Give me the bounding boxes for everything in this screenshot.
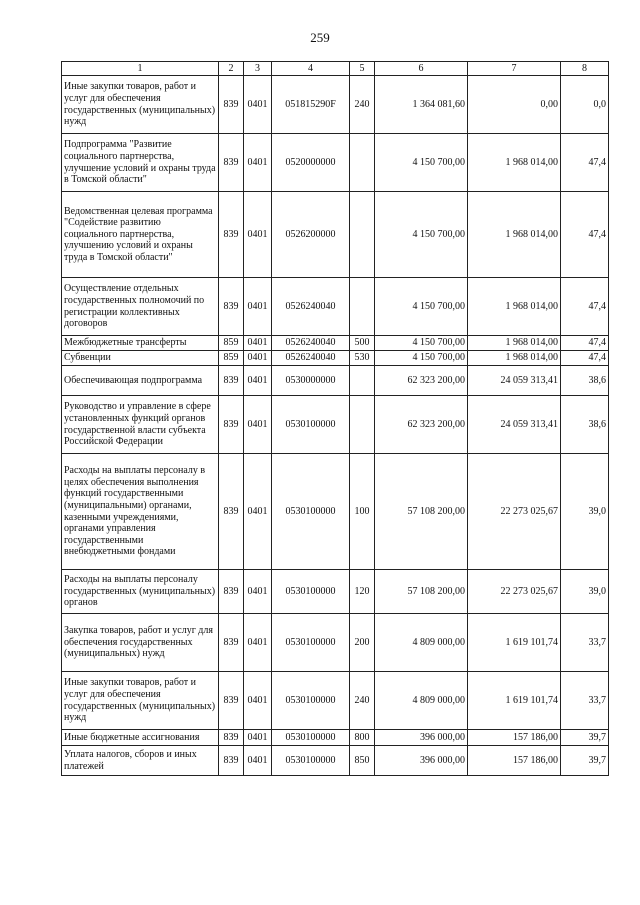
table-row (62, 746, 609, 776)
row-label: Осуществление отдельных государственных полномочий по регистрации коллективных договоров (62, 278, 219, 336)
table-cell: 200 (350, 614, 375, 672)
table-row (62, 351, 609, 366)
column-header: 5 (350, 62, 375, 76)
row-label: Руководство и управление в сфере установленных функций органов государственной власти субъекта Российской Федерации (62, 396, 219, 454)
row-label: Ведомственная целевая программа "Содействие развитию социального партнерства, улучшению условий и охраны труда в Томской области" (62, 192, 219, 278)
table-cell: 47,4 (561, 351, 609, 366)
table-row (62, 454, 609, 570)
row-label: Расходы на выплаты персоналу государственных (муниципальных) органов (62, 570, 219, 614)
table-cell: 47,4 (561, 192, 609, 278)
table-cell: 0,00 (468, 76, 561, 134)
table-cell: 62 323 200,00 (375, 366, 468, 396)
table-cell: 39,7 (561, 746, 609, 776)
table-cell: 0526240040 (272, 336, 350, 351)
table-cell: 1 619 101,74 (468, 614, 561, 672)
table-row (62, 396, 609, 454)
table-cell: 0401 (244, 396, 272, 454)
column-header: 7 (468, 62, 561, 76)
table-cell: 47,4 (561, 134, 609, 192)
table-cell: 0401 (244, 672, 272, 730)
table-row (62, 672, 609, 730)
table-cell: 4 809 000,00 (375, 672, 468, 730)
table-body (62, 76, 609, 776)
budget-table (61, 61, 609, 776)
column-header: 8 (561, 62, 609, 76)
table-cell: 0401 (244, 746, 272, 776)
column-header: 6 (375, 62, 468, 76)
table-cell: 0530100000 (272, 672, 350, 730)
table-cell: 47,4 (561, 278, 609, 336)
table-cell: 530 (350, 351, 375, 366)
table-cell: 240 (350, 672, 375, 730)
table-cell: 38,6 (561, 396, 609, 454)
table-cell (350, 366, 375, 396)
table-cell: 0401 (244, 366, 272, 396)
table-cell: 39,0 (561, 570, 609, 614)
table-cell: 39,7 (561, 730, 609, 746)
table-cell: 4 150 700,00 (375, 192, 468, 278)
table-cell: 0401 (244, 614, 272, 672)
row-label: Иные закупки товаров, работ и услуг для обеспечения государственных (муниципальных) нужд (62, 672, 219, 730)
page-number: 259 (310, 30, 330, 45)
table-cell: 0401 (244, 454, 272, 570)
table-cell: 0530100000 (272, 614, 350, 672)
table-cell (350, 192, 375, 278)
table-cell: 0,0 (561, 76, 609, 134)
table-cell: 839 (219, 192, 244, 278)
table-cell: 839 (219, 76, 244, 134)
table-cell: 0526240040 (272, 351, 350, 366)
table-cell: 0530100000 (272, 396, 350, 454)
table-cell: 1 968 014,00 (468, 336, 561, 351)
table-cell: 839 (219, 570, 244, 614)
table-cell: 0401 (244, 192, 272, 278)
table-cell: 24 059 313,41 (468, 396, 561, 454)
column-header: 2 (219, 62, 244, 76)
table-cell (350, 396, 375, 454)
table-row (62, 366, 609, 396)
table-cell: 57 108 200,00 (375, 570, 468, 614)
table-cell (350, 278, 375, 336)
table-cell: 0401 (244, 336, 272, 351)
table-cell: 839 (219, 730, 244, 746)
table-cell: 839 (219, 278, 244, 336)
table-cell: 4 150 700,00 (375, 351, 468, 366)
row-label: Иные закупки товаров, работ и услуг для обеспечения государственных (муниципальных) нужд (62, 76, 219, 134)
table-cell: 500 (350, 336, 375, 351)
table-cell: 839 (219, 454, 244, 570)
table-row (62, 76, 609, 134)
row-label: Подпрограмма "Развитие социального партнерства, улучшение условий и охраны труда в Томской области" (62, 134, 219, 192)
row-label: Уплата налогов, сборов и иных платежей (62, 746, 219, 776)
table-cell: 57 108 200,00 (375, 454, 468, 570)
table-cell: 4 150 700,00 (375, 134, 468, 192)
table-cell: 4 150 700,00 (375, 336, 468, 351)
row-label: Иные бюджетные ассигнования (62, 730, 219, 746)
table-cell: 62 323 200,00 (375, 396, 468, 454)
header-row (62, 62, 609, 76)
row-label: Межбюджетные трансферты (62, 336, 219, 351)
row-label: Обеспечивающая подпрограмма (62, 366, 219, 396)
table-cell: 859 (219, 351, 244, 366)
row-label: Расходы на выплаты персоналу в целях обеспечения выполнения функций государственными (муниципальными) органами, казенными учреждениями, органами управления государственными внебюджетными фондами (62, 454, 219, 570)
table-cell: 157 186,00 (468, 730, 561, 746)
table-cell: 157 186,00 (468, 746, 561, 776)
table-cell: 22 273 025,67 (468, 570, 561, 614)
table-cell: 0530000000 (272, 366, 350, 396)
row-label: Субвенции (62, 351, 219, 366)
table-cell: 1 968 014,00 (468, 134, 561, 192)
table-cell: 800 (350, 730, 375, 746)
row-label: Закупка товаров, работ и услуг для обеспечения государственных (муниципальных) нужд (62, 614, 219, 672)
table-row (62, 336, 609, 351)
table-cell: 0530100000 (272, 454, 350, 570)
table-cell: 33,7 (561, 672, 609, 730)
table-cell: 39,0 (561, 454, 609, 570)
table-row (62, 614, 609, 672)
table-cell: 839 (219, 366, 244, 396)
table-row (62, 730, 609, 746)
table-cell: 396 000,00 (375, 730, 468, 746)
table-cell: 0526200000 (272, 192, 350, 278)
table-cell: 0401 (244, 351, 272, 366)
table-row (62, 192, 609, 278)
table-cell: 0520000000 (272, 134, 350, 192)
table-cell: 1 968 014,00 (468, 351, 561, 366)
table-cell: 100 (350, 454, 375, 570)
table-cell: 4 150 700,00 (375, 278, 468, 336)
table-cell: 839 (219, 746, 244, 776)
table-cell: 1 968 014,00 (468, 192, 561, 278)
table-cell: 0401 (244, 134, 272, 192)
table-cell: 850 (350, 746, 375, 776)
table-cell: 47,4 (561, 336, 609, 351)
table-cell: 240 (350, 76, 375, 134)
column-header: 3 (244, 62, 272, 76)
table-cell: 0401 (244, 278, 272, 336)
table-cell: 4 809 000,00 (375, 614, 468, 672)
table-cell: 839 (219, 614, 244, 672)
table-row (62, 570, 609, 614)
table-row (62, 134, 609, 192)
table-cell: 0530100000 (272, 730, 350, 746)
table-cell: 24 059 313,41 (468, 366, 561, 396)
table-cell: 0530100000 (272, 746, 350, 776)
table-cell: 396 000,00 (375, 746, 468, 776)
table-cell: 22 273 025,67 (468, 454, 561, 570)
table-cell: 1 968 014,00 (468, 278, 561, 336)
table-cell: 0401 (244, 730, 272, 746)
table-cell: 839 (219, 134, 244, 192)
table-cell: 1 364 081,60 (375, 76, 468, 134)
table-cell: 1 619 101,74 (468, 672, 561, 730)
table-cell: 0401 (244, 570, 272, 614)
table-cell: 0401 (244, 76, 272, 134)
table-cell: 859 (219, 336, 244, 351)
table-cell: 839 (219, 396, 244, 454)
column-header: 4 (272, 62, 350, 76)
table-cell: 0526240040 (272, 278, 350, 336)
table-cell: 33,7 (561, 614, 609, 672)
table-cell: 120 (350, 570, 375, 614)
table-row (62, 278, 609, 336)
table-cell: 051815290F (272, 76, 350, 134)
table-cell: 0530100000 (272, 570, 350, 614)
column-header: 1 (62, 62, 219, 76)
table-cell: 839 (219, 672, 244, 730)
table-cell: 38,6 (561, 366, 609, 396)
table-cell (350, 134, 375, 192)
